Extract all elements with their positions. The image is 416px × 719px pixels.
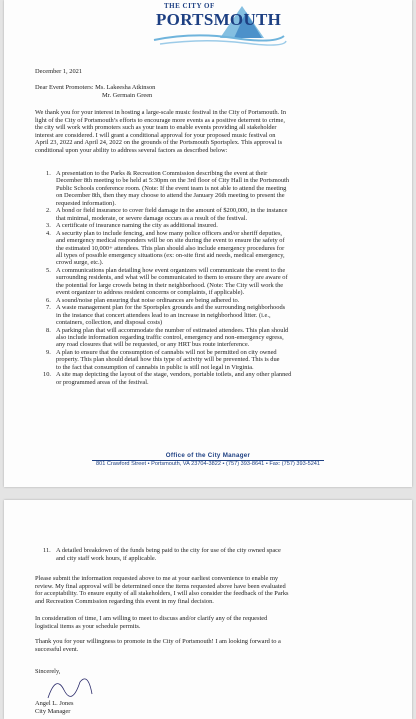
intro-line: April 23, 2022 and April 24, 2022 on the grounds of the Portsmouth Sportsplex. This approval is xyxy=(35,139,283,147)
requirement-line: or programmed areas of the festival. xyxy=(56,378,149,386)
requirement-number: 11. xyxy=(43,547,51,554)
letter-page-2 xyxy=(4,500,412,719)
requirement-item-11 xyxy=(43,547,281,562)
requirements-list xyxy=(43,170,292,386)
city-logo xyxy=(134,2,294,48)
requirement-line: A plan to ensure that the consumption of cannabis will not be permitted on city owned xyxy=(56,348,277,356)
requirement-line: crowd surge, etc.). xyxy=(56,259,104,267)
requirement-line: event organizer to address resident concerns or complaints, if applicable). xyxy=(56,289,245,297)
requirement-item xyxy=(46,230,291,267)
logo-the: THE CITY OF xyxy=(164,2,215,10)
requirement-number: 2. xyxy=(46,207,51,215)
requirement-item xyxy=(46,170,291,207)
signer-name: Angel L. Jones xyxy=(35,700,74,707)
requirement-item xyxy=(46,222,291,229)
footer-office: Office of the City Manager xyxy=(165,452,251,459)
requirement-number: 7. xyxy=(46,304,51,312)
requirement-line: Public Schools conference room. (Note: If the event team is not able to attend the meeting xyxy=(56,184,287,192)
intro-line: We thank you for your interest in hosting a large-scale music festival in the City of Portsmouth. In xyxy=(35,109,287,116)
requirement-number: 6. xyxy=(46,296,51,304)
requirement-line: A detailed breakdown of the funds being paid to the city for use of the city owned space xyxy=(56,547,281,554)
requirement-item xyxy=(43,371,292,386)
requirement-number: 8. xyxy=(46,326,51,334)
requirement-line: December 8th meeting to be held at 5:30pm on the 3rd floor of City Hall in the Portsmouth xyxy=(56,177,290,185)
requirement-line: the potential for large crowds being in their neighborhood. (Note: The City will work the xyxy=(56,281,284,289)
requirement-item xyxy=(46,304,291,326)
salutation: Dear Event Promoters: Ms. Lakeesha Atkinson xyxy=(35,84,156,91)
requirement-line: any road closures that will be requested, or any HRT bus route interference. xyxy=(56,341,250,349)
requirement-line: also include information regarding traffic control, emergency and non-emergency egress, xyxy=(56,333,284,341)
requirement-line: the estimated 10,000+ attendees. This plan should also include emergency procedures for xyxy=(56,244,285,252)
requirement-number: 5. xyxy=(46,266,51,274)
requirement-line: A bond or field insurance to cover field damage in the amount of $200,000, in the instance xyxy=(56,207,288,215)
requirement-line: A presentation to the Parks & Recreation Commission describing the event at their xyxy=(56,170,268,177)
requirement-item xyxy=(46,267,291,297)
paragraph-line: for acceptability. To ensure equity of all stakeholders, I will also consider the feedback of the Parks xyxy=(35,590,289,598)
intro-line: the city will work with promoters such as your team to enable events providing all stakeholder xyxy=(35,124,277,132)
requirement-line: on December 8th, then they may choose to attend the January 26th meeting to present the xyxy=(56,192,285,200)
letter-page-1 xyxy=(4,0,412,487)
requirement-item xyxy=(46,349,291,371)
requirement-item xyxy=(46,207,291,222)
paragraph-line: logistical items as your schedule permits. xyxy=(35,622,141,630)
signer-title: City Manager xyxy=(35,708,71,715)
paragraph-line: successful event. xyxy=(35,645,79,653)
intro-line: conditional upon your ability to address several factors as described below: xyxy=(35,146,228,154)
requirement-line: and city staff work hours, if applicable. xyxy=(56,554,157,562)
requirement-line: containers, collection, and disposal costs) xyxy=(56,319,163,327)
intro-paragraph xyxy=(35,109,286,155)
meeting-paragraph xyxy=(35,615,267,630)
requirement-line: and emergency medical responders will be on site during the event to ensure the safety of xyxy=(56,237,285,245)
intro-line: interest are considered. I will grant a conditional approval for your proposed music festival on xyxy=(35,131,276,139)
requirement-number: 10. xyxy=(43,371,51,379)
logo-name: PORTSMOUTH xyxy=(156,10,282,29)
requirement-line: A site map depicting the layout of the stage, vendors, portable toilets, and any other planned xyxy=(56,371,292,379)
requirement-line: A sound/noise plan ensuring that noise ordinances are being adhered to. xyxy=(56,296,240,304)
requirement-line: all types of possible emergency situations (ex: on-site first aid needs, medical emergency, xyxy=(56,251,285,259)
paragraph-line: Thank you for your willingness to promote in the City of Portsmouth! I am looking forward to a xyxy=(35,638,281,645)
requirement-line: A security plan to include fencing, and how many police officers and/or sheriff deputies, xyxy=(56,229,283,237)
thanks-paragraph xyxy=(35,638,281,653)
requirement-line: to the fact that consumption of cannabis in public is still not legal in Virginia. xyxy=(56,363,254,371)
closing: Sincerely, xyxy=(35,668,61,675)
requirement-line: A parking plan that will accommodate the number of estimated attendees. This plan should xyxy=(56,326,289,334)
requirement-line: requested information). xyxy=(56,199,116,207)
letter-date: December 1, 2021 xyxy=(35,68,83,75)
requirement-line: A waste management plan for the Sportsplex grounds and the surrounding neighborhoods xyxy=(56,304,286,312)
requirement-line: property. This plan should detail how this type of activity will be prevented. This is due xyxy=(56,356,280,364)
requirement-number: 9. xyxy=(46,348,51,356)
requirement-number: 4. xyxy=(46,229,51,237)
intro-line: light of the City of Portsmouth’s efforts to encourage more events as a positive deterrent to crime, xyxy=(35,116,285,124)
requirement-number: 1. xyxy=(46,170,51,177)
requirement-line: A communications plan detailing how event organizers will communicate the event to the xyxy=(56,266,286,274)
paragraph-line: Please submit the information requested above to me at your earliest convenience to enable my xyxy=(35,575,279,582)
requirement-line: in the instance that concert attendees lead to an increase in neighborhood litter. (i.e., xyxy=(56,311,271,319)
paragraph-line: In consideration of time, I am willing to meet to discuss and/or clarify any of the requested xyxy=(35,615,268,622)
requirement-line: surrounding residents, and what will be communicated to them to ensure they are aware of xyxy=(56,274,288,282)
paragraph-line: review. My final approval will be determined once the items requested above have been evaluated xyxy=(35,582,286,590)
requirement-number: 3. xyxy=(46,222,51,230)
footer-address: 801 Crawford Street • Portsmouth, VA 23704-3822 • (757) 393-8641 • Fax: (757) 393-5241 xyxy=(95,461,321,467)
requirement-item xyxy=(46,327,291,349)
requirement-line: that minimal, moderate, or severe damage occurs as a result of the festival. xyxy=(56,214,248,222)
salutation-second: Mr. Germain Green xyxy=(102,92,153,99)
requirement-item xyxy=(46,297,291,304)
review-paragraph xyxy=(35,575,289,605)
paragraph-line: and Recreation Commission regarding this event in my final decision. xyxy=(35,597,214,605)
requirement-line: A certificate of insurance naming the city as additional insured. xyxy=(56,222,218,230)
